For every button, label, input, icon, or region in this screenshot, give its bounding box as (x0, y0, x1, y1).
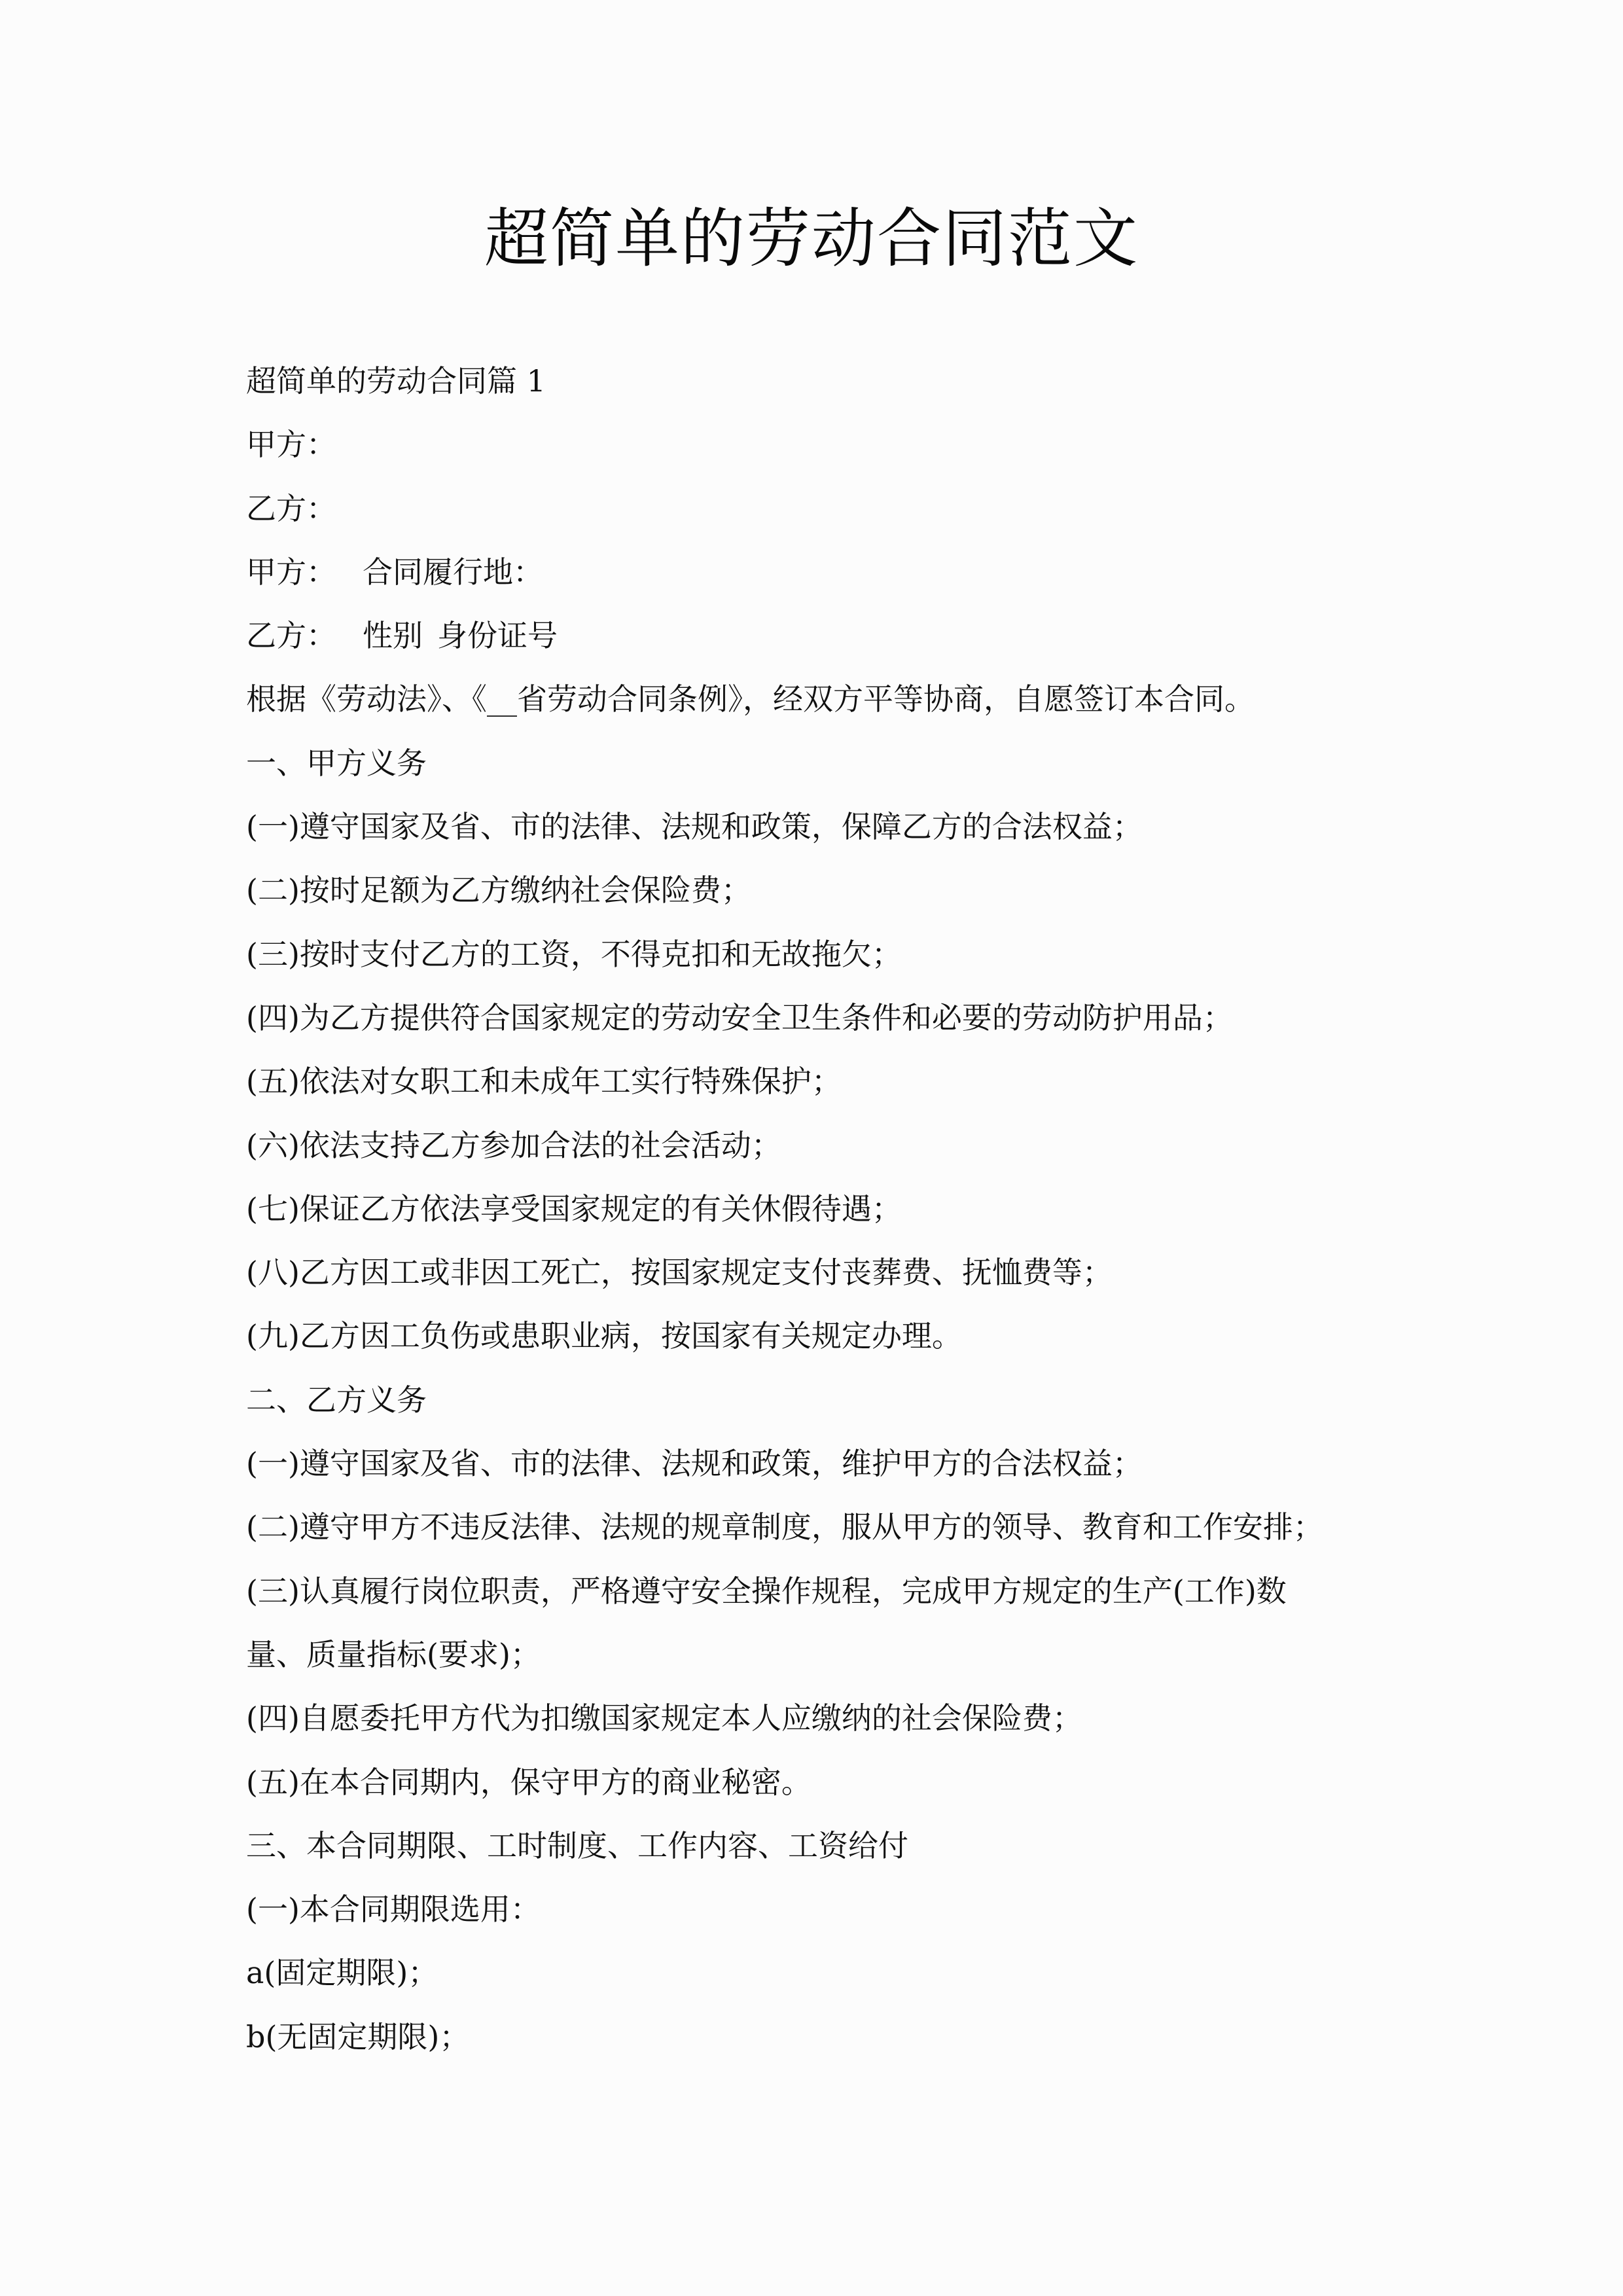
section-1-item: (六)依法支持乙方参加合法的社会活动； (246, 1127, 781, 1163)
party-b-row (246, 604, 1385, 668)
party-a-row (246, 541, 1385, 604)
section-1-heading: 一、甲方义务 (246, 745, 427, 781)
section-2-item: (三)认真履行岗位职责，严格遵守安全操作规程，完成甲方规定的生产(工作)数 (246, 1573, 1287, 1609)
contract-subtitle: 超简单的劳动合同篇 1 (246, 363, 546, 399)
gender-label: 性别 (363, 618, 423, 654)
section-1-item: (五)依法对女职工和未成年工实行特殊保护； (246, 1064, 842, 1100)
section-2-item: (五)在本合同期内，保守甲方的商业秘密。 (246, 1764, 812, 1800)
section-1-item: (八)乙方因工或非因工死亡，按国家规定支付丧葬费、抚恤费等； (246, 1255, 1113, 1291)
section-2-item: (四)自愿委托甲方代为扣缴国家规定本人应缴纳的社会保险费； (246, 1700, 1082, 1736)
section-2-heading: 二、乙方义务 (246, 1382, 427, 1418)
section-3-item: b(无固定期限)； (246, 2018, 470, 2054)
section-1-item: (九)乙方因工负伤或患职业病，按国家有关规定办理。 (246, 1318, 962, 1354)
party-a-row-label: 甲方： (246, 554, 336, 590)
section-1-item: (四)为乙方提供符合国家规定的劳动安全卫生条件和必要的劳动防护用品； (246, 999, 1233, 1035)
party-b-label: 乙方： (246, 490, 336, 526)
document-title: 超简单的劳动合同范文 (484, 202, 1139, 276)
section-1-item: (三)按时支付乙方的工资，不得克扣和无故拖欠； (246, 936, 902, 972)
contract-location-label: 合同履行地： (363, 554, 543, 590)
section-3-item: (一)本合同期限选用： (246, 1892, 541, 1928)
document-body (246, 350, 1385, 2069)
section-1-item: (七)保证乙方依法享受国家规定的有关休假待遇； (246, 1191, 902, 1227)
preamble: 根据《劳动法》、《__省劳动合同条例》，经双方平等协商，自愿签订本合同。 (246, 681, 1255, 717)
section-3-heading: 三、本合同期限、工时制度、工作内容、工资给付 (246, 1827, 908, 1863)
section-3-item: a(固定期限)； (246, 1955, 438, 1991)
section-2-item: (二)遵守甲方不违反法律、法规的规章制度，服从甲方的领导、教育和工作安排； (246, 1509, 1323, 1545)
section-1-item: (一)遵守国家及省、市的法律、法规和政策，保障乙方的合法权益； (246, 809, 1143, 845)
party-a-label: 甲方： (246, 427, 336, 463)
id-number-label: 身份证号 (437, 618, 558, 654)
section-1-item: (二)按时足额为乙方缴纳社会保险费； (246, 872, 751, 908)
section-2-item-continued: 量、质量指标(要求)； (246, 1636, 541, 1672)
party-b-row-label: 乙方： (246, 618, 336, 654)
section-2-item: (一)遵守国家及省、市的法律、法规和政策，维护甲方的合法权益； (246, 1446, 1143, 1482)
